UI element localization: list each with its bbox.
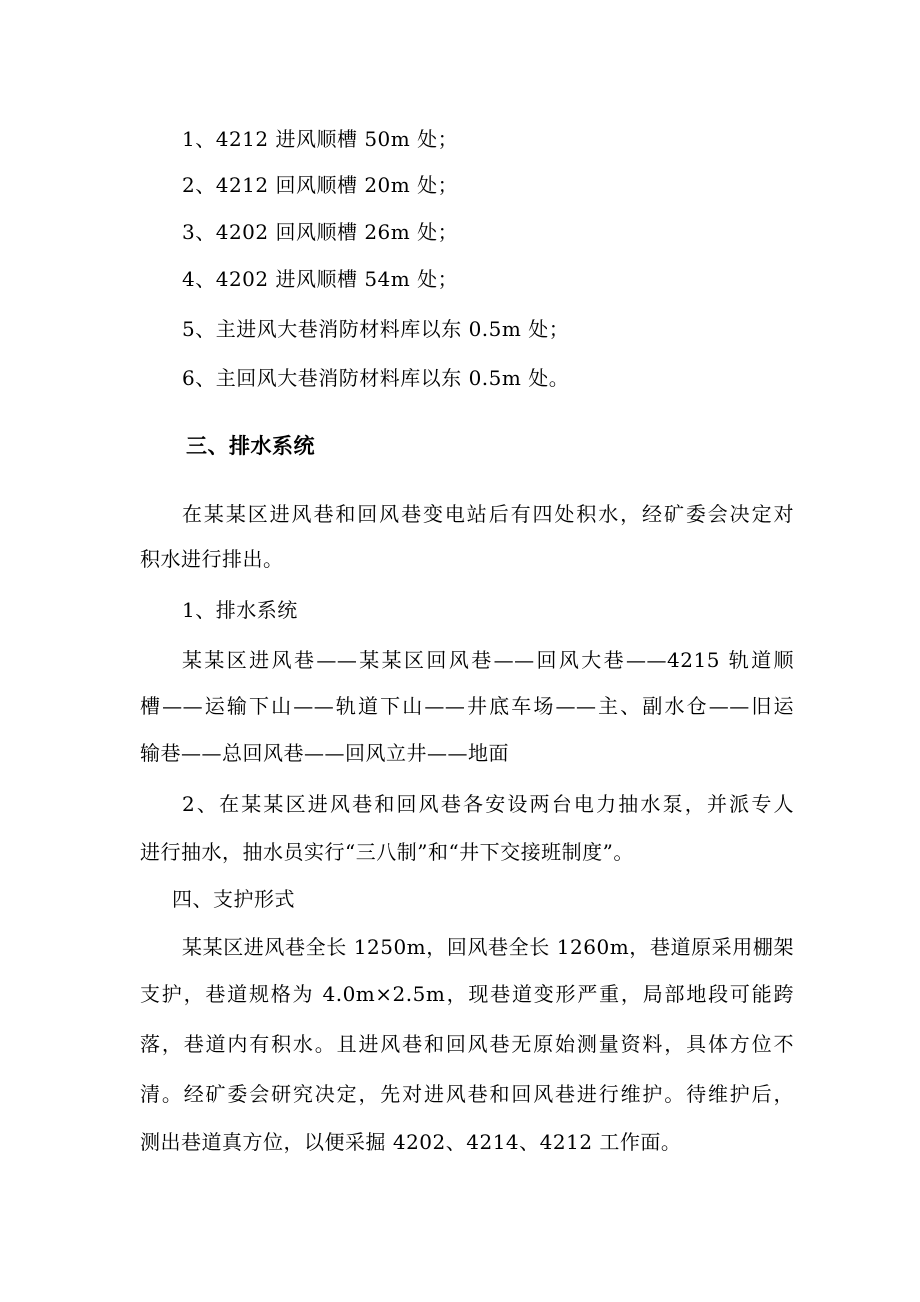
section-3-intro-line-1: 在某某区进风巷和回风巷变电站后有四处积水，经矿委会决定对 bbox=[182, 502, 794, 526]
section-4-body-line-2: 支护，巷道规格为 4.0m×2.5m，现巷道变形严重，局部地段可能跨 bbox=[140, 982, 794, 1006]
list-item-6: 6、主回风大巷消防材料库以东 0.5m 处。 bbox=[182, 366, 570, 390]
drainage-route-line-2: 槽——运输下山——轨道下山——井底车场——主、副水仓——旧运 bbox=[140, 694, 794, 718]
section-3-intro-line-2: 积水进行排出。 bbox=[140, 547, 284, 571]
section-4-body-line-3: 落，巷道内有积水。且进风巷和回风巷无原始测量资料，具体方位不 bbox=[140, 1032, 794, 1056]
section-3-sub-1-title: 1、排水系统 bbox=[182, 598, 298, 622]
list-item-1: 1、4212 进风顺槽 50m 处； bbox=[182, 127, 459, 151]
section-4-body-line-1: 某某区进风巷全长 1250m，回风巷全长 1260m，巷道原采用棚架 bbox=[182, 935, 794, 959]
section-4-body-line-4: 清。经矿委会研究决定，先对进风巷和回风巷进行维护。待维护后， bbox=[140, 1082, 794, 1106]
drainage-route-line-1: 某某区进风巷——某某区回风巷——回风大巷——4215 轨道顺 bbox=[182, 648, 794, 672]
section-3-sub-2-line-1: 2、在某某区进风巷和回风巷各安设两台电力抽水泵，并派专人 bbox=[182, 792, 794, 816]
list-item-2: 2、4212 回风顺槽 20m 处； bbox=[182, 173, 459, 197]
list-item-5: 5、主进风大巷消防材料库以东 0.5m 处； bbox=[182, 317, 570, 341]
list-item-3: 3、4202 回风顺槽 26m 处； bbox=[182, 220, 459, 244]
section-3-heading: 三、排水系统 bbox=[186, 434, 315, 458]
list-item-4: 4、4202 进风顺槽 54m 处； bbox=[182, 267, 459, 291]
section-4-body-line-5: 测出巷道真方位，以便采掘 4202、4214、4212 工作面。 bbox=[140, 1130, 682, 1154]
section-3-sub-2-line-2: 进行抽水，抽水员实行“三八制”和“井下交接班制度”。 bbox=[140, 840, 634, 864]
section-4-heading: 四、支护形式 bbox=[172, 887, 295, 911]
drainage-route-line-3: 输巷——总回风巷——回风立井——地面 bbox=[140, 741, 509, 765]
